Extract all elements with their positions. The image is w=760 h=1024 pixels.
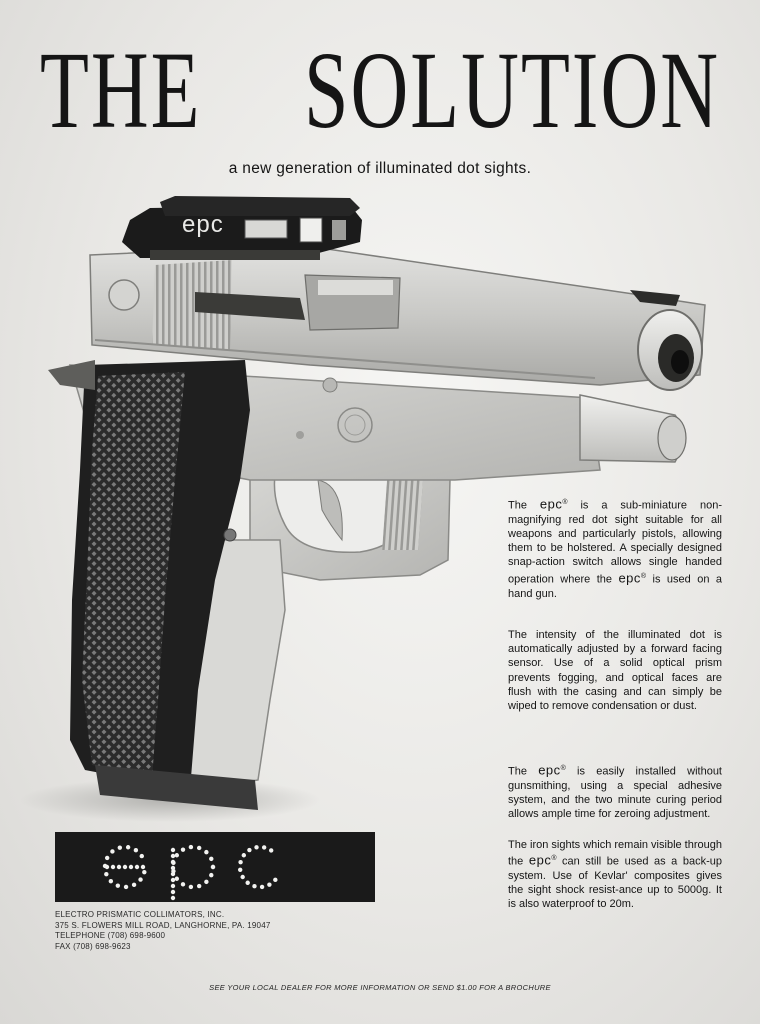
logo-dot bbox=[211, 865, 215, 869]
logo-dot bbox=[105, 856, 109, 860]
logo-dot bbox=[171, 860, 175, 864]
logo-dot bbox=[209, 873, 213, 877]
description-paragraph-1 bbox=[508, 496, 722, 601]
logo-dot bbox=[175, 853, 179, 857]
logo-dot bbox=[140, 854, 144, 858]
p4-text-after: can still be used as a back-up system. Use of Kevlar' composites gives the sight shock resist-ance up to 5000g. It is also waterproof to 20m. bbox=[508, 855, 722, 911]
headline bbox=[40, 14, 720, 169]
brand-inline-4: epc bbox=[528, 852, 552, 868]
logo-dot bbox=[181, 882, 185, 886]
logo-dot bbox=[175, 877, 179, 881]
logo-dot bbox=[204, 850, 208, 854]
logo-dot bbox=[204, 880, 208, 884]
logo-dot bbox=[171, 878, 175, 882]
logo-dot bbox=[238, 868, 242, 872]
logo-dot bbox=[141, 865, 145, 869]
p3-text-before: The bbox=[508, 765, 539, 778]
logo-dot bbox=[171, 872, 175, 876]
logo-dot bbox=[267, 882, 271, 886]
registered-mark: ® bbox=[551, 855, 557, 863]
logo-dot bbox=[252, 884, 256, 888]
logo-dot bbox=[171, 884, 175, 888]
logo-dot bbox=[247, 848, 251, 852]
logo-dot bbox=[111, 865, 115, 869]
logo-dot bbox=[138, 877, 142, 881]
p1-text-after: is a sub-miniature non-magnifying red dot sight suitable for all weapons and particularly pistols, allowing them to be holstered. A specially designed snap-action switch allows single handed operation where the bbox=[508, 499, 722, 586]
logo-dot bbox=[110, 849, 114, 853]
logo-dot bbox=[171, 890, 175, 894]
subtitle: a new generation of illuminated dot sights. bbox=[228, 160, 532, 177]
logo-dot bbox=[104, 872, 108, 876]
logo-dot bbox=[189, 885, 193, 889]
logo-dot bbox=[126, 845, 130, 849]
brand-inline-1: epc bbox=[539, 496, 563, 512]
logo-dot bbox=[245, 881, 249, 885]
epc-dot-logo-graphic bbox=[55, 832, 375, 902]
logo-dot bbox=[238, 860, 242, 864]
logo-dot bbox=[189, 845, 193, 849]
logo-dot bbox=[181, 847, 185, 851]
description-paragraph-2: The intensity of the illuminated dot is automatically adjusted by a forward facing sensor. Use of a solid optical prism prevents fogging, and optical faces are flush with the casing and can simply be wiped to remove condensation or dust. bbox=[508, 629, 722, 713]
headline-word-2: SOLUTION bbox=[304, 30, 720, 153]
registered-mark: ® bbox=[562, 499, 568, 506]
logo-dot bbox=[171, 854, 175, 858]
logo-dot bbox=[118, 845, 122, 849]
company-street: 375 S. FLOWERS MILL ROAD, LANGHORNE, PA. 19047 bbox=[55, 920, 271, 930]
p1-text-before: The bbox=[508, 499, 540, 512]
logo-dot bbox=[171, 896, 175, 900]
logo-dot bbox=[273, 878, 277, 882]
logo-dot bbox=[134, 848, 138, 852]
headline-word-1: THE bbox=[40, 30, 202, 153]
logo-dot bbox=[240, 875, 244, 879]
logo-dot bbox=[197, 884, 201, 888]
logo-dot bbox=[171, 866, 175, 870]
company-fax: FAX (708) 698-9623 bbox=[55, 941, 131, 951]
logo-dot bbox=[124, 885, 128, 889]
logo-dot bbox=[171, 848, 175, 852]
description-paragraph-4 bbox=[508, 838, 722, 912]
p3-text-after: is easily installed without gunsmithing, using a special adhesive system, and the two minute curing period allows ample time for zeroing adjustment. bbox=[508, 765, 722, 821]
p1-text-after2: is used on a hand gun. bbox=[508, 573, 723, 600]
logo-dot bbox=[242, 853, 246, 857]
logo-dot bbox=[260, 885, 264, 889]
logo-dot bbox=[262, 845, 266, 849]
registered-mark: ® bbox=[560, 765, 566, 772]
epc-logo bbox=[55, 832, 375, 902]
logo-dot bbox=[109, 879, 113, 883]
brand-inline-2: epc bbox=[618, 570, 641, 586]
logo-dot bbox=[123, 865, 127, 869]
logo-dot bbox=[129, 865, 133, 869]
logo-dot bbox=[117, 865, 121, 869]
logo-dot bbox=[209, 857, 213, 861]
p4-text-before: The iron sights which remain visible through the bbox=[508, 839, 722, 868]
brand-inline-3: epc bbox=[538, 762, 561, 778]
logo-dot bbox=[254, 845, 258, 849]
logo-dot bbox=[135, 865, 139, 869]
company-name: ELECTRO PRISMATIC COLLIMATORS, INC. bbox=[55, 910, 225, 919]
company-telephone: TELEPHONE (708) 698-9600 bbox=[55, 931, 166, 940]
logo-dot bbox=[132, 883, 136, 887]
company-address bbox=[55, 910, 271, 952]
svg-text:epc: epc bbox=[182, 211, 224, 238]
logo-dot bbox=[269, 848, 273, 852]
description-paragraph-3 bbox=[508, 762, 722, 821]
footer-note: SEE YOUR LOCAL DEALER FOR MORE INFORMATION OR SEND $1.00 FOR A BROCHURE bbox=[209, 983, 551, 992]
logo-dot bbox=[116, 883, 120, 887]
registered-mark: ® bbox=[640, 572, 647, 580]
logo-dot bbox=[105, 865, 109, 869]
logo-dot bbox=[142, 870, 146, 874]
logo-dot bbox=[197, 846, 201, 850]
